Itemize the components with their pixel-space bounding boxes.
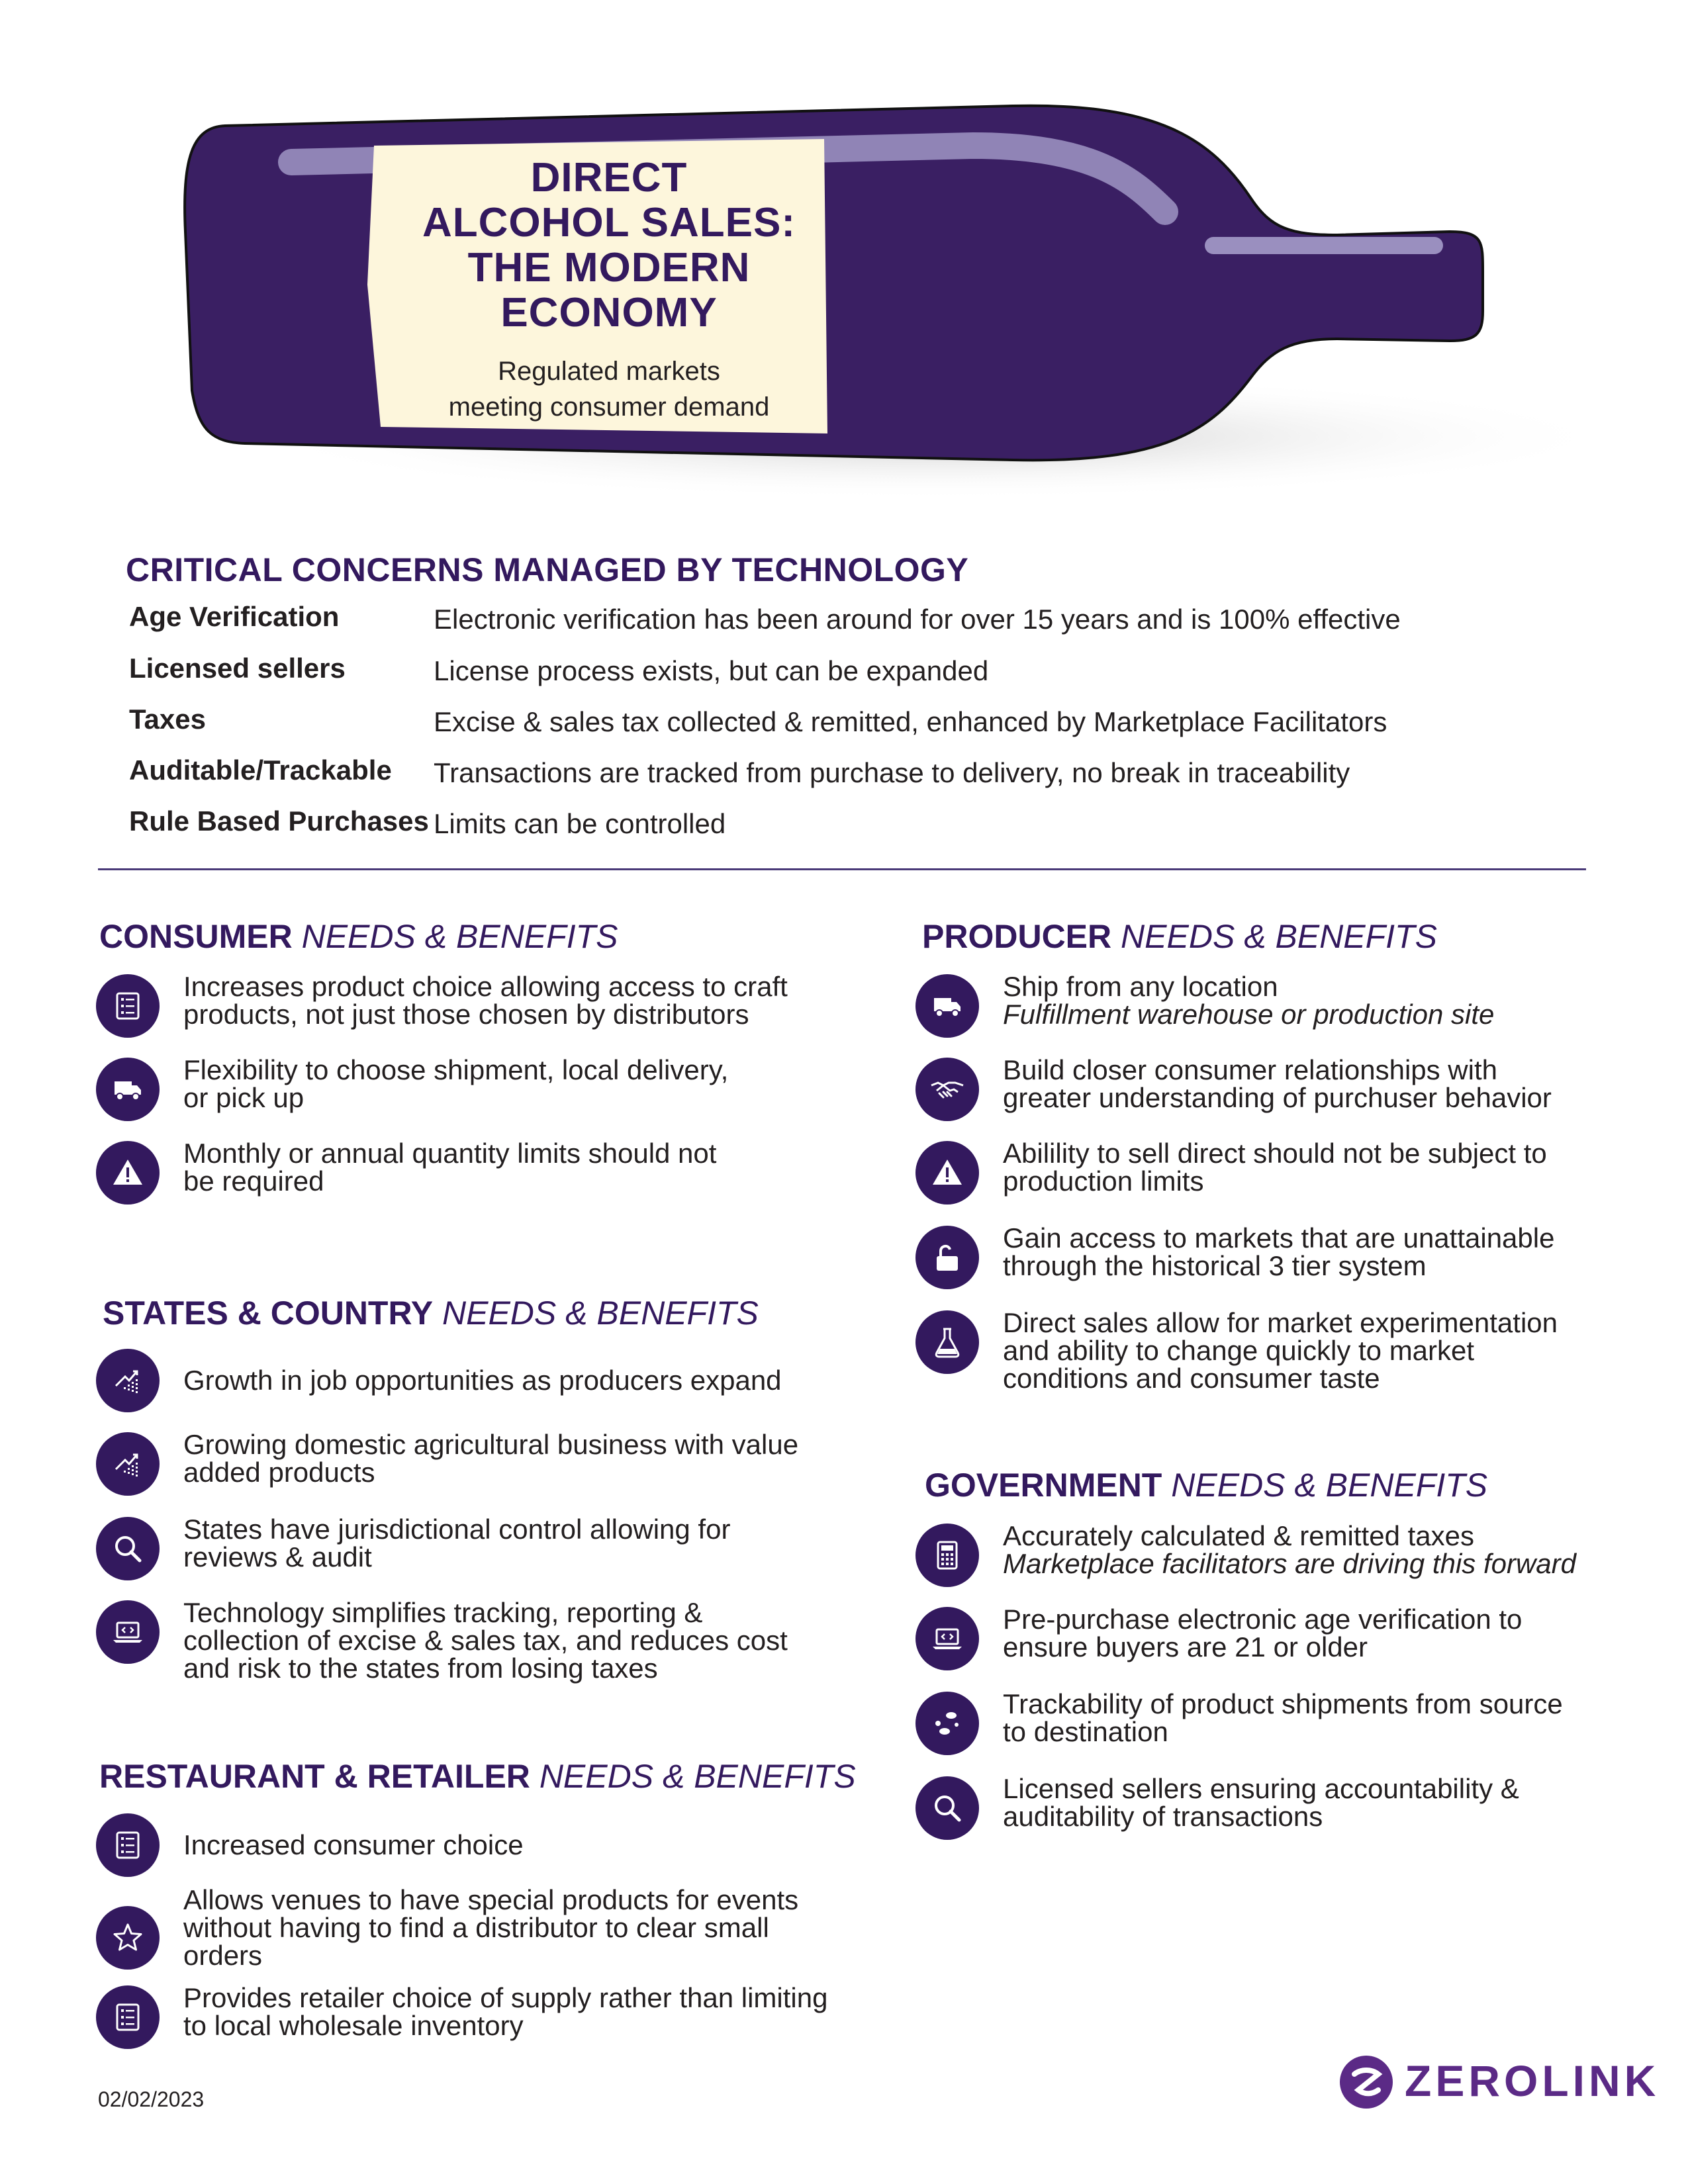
item-line: without having to find a distributor to clear small bbox=[183, 1912, 769, 1943]
heading-light: NEEDS & BENEFITS bbox=[539, 1758, 856, 1795]
title-line: ALCOHOL SALES: bbox=[422, 200, 796, 246]
heading-strong: GOVERNMENT bbox=[925, 1467, 1162, 1504]
truck-icon bbox=[915, 974, 979, 1038]
concern-desc: License process exists, but can be expanded bbox=[434, 655, 989, 686]
flask-icon bbox=[915, 1310, 979, 1374]
item-line-italic: Marketplace facilitators are driving this forward bbox=[1003, 1548, 1577, 1579]
item-line: conditions and consumer taste bbox=[1003, 1363, 1380, 1394]
bottle-label-subtitle bbox=[397, 353, 821, 425]
laptop-icon bbox=[915, 1607, 979, 1670]
concern-term: Licensed sellers bbox=[129, 653, 346, 684]
concern-desc: Transactions are tracked from purchase to delivery, no break in traceability bbox=[434, 757, 1350, 788]
item-line: collection of excise & sales tax, and reduces cost bbox=[183, 1625, 788, 1656]
item-line: and risk to the states from losing taxes bbox=[183, 1653, 658, 1684]
heading-light: NEEDS & BENEFITS bbox=[1171, 1467, 1488, 1504]
item-text bbox=[1003, 1224, 1554, 1280]
item-line: Monthly or annual quantity limits should not bbox=[183, 1138, 717, 1169]
truck-icon bbox=[96, 1058, 160, 1121]
heading-strong: STATES & COUNTRY bbox=[103, 1295, 434, 1332]
warning-icon bbox=[96, 1141, 160, 1205]
title-line: THE MODERN bbox=[467, 245, 751, 291]
subtitle-line: Regulated markets bbox=[498, 357, 720, 386]
item-line: Increases product choice allowing access to craft bbox=[183, 971, 788, 1002]
wine-bottle-illustration bbox=[152, 99, 1595, 510]
unlock-icon bbox=[915, 1226, 979, 1289]
title-line: ECONOMY bbox=[500, 290, 718, 336]
item-line: Accurately calculated & remitted taxes bbox=[1003, 1520, 1474, 1551]
concern-row bbox=[129, 805, 1519, 852]
item-line: auditability of transactions bbox=[1003, 1801, 1323, 1832]
item-line: production limits bbox=[1003, 1165, 1204, 1197]
item-line: Growing domestic agricultural business with value bbox=[183, 1429, 799, 1460]
concern-term: Taxes bbox=[129, 704, 206, 735]
item-text bbox=[183, 1431, 798, 1486]
zerolink-logo-icon bbox=[1338, 2054, 1394, 2110]
states-heading bbox=[103, 1294, 759, 1332]
item-text bbox=[183, 1140, 716, 1195]
item-line: Technology simplifies tracking, reporting & bbox=[183, 1597, 703, 1628]
concern-term: Auditable/Trackable bbox=[129, 754, 392, 786]
warning-icon bbox=[915, 1141, 979, 1205]
item-line: Pre-purchase electronic age verification to bbox=[1003, 1604, 1523, 1635]
item-line: Provides retailer choice of supply rather than limiting bbox=[183, 1982, 828, 2013]
item-text bbox=[1003, 1775, 1519, 1831]
search-icon bbox=[915, 1776, 979, 1840]
item-line: Ship from any location bbox=[1003, 971, 1278, 1002]
item-line-italic: Fulfillment warehouse or production site bbox=[1003, 999, 1495, 1030]
item-text bbox=[1003, 1140, 1547, 1195]
list-icon bbox=[96, 974, 160, 1038]
item-text bbox=[183, 1831, 524, 1859]
item-line: be required bbox=[183, 1165, 324, 1197]
handshake-icon bbox=[915, 1058, 979, 1121]
item-line: to local wholesale inventory bbox=[183, 2010, 524, 2041]
item-line: Gain access to markets that are unattainable bbox=[1003, 1222, 1555, 1253]
concern-desc: Electronic verification has been around for over 15 years and is 100% effective bbox=[434, 604, 1401, 635]
subtitle-line: meeting consumer demand bbox=[448, 392, 770, 422]
item-line: Licensed sellers ensuring accountability & bbox=[1003, 1773, 1519, 1804]
route-icon bbox=[915, 1692, 979, 1755]
concern-row bbox=[129, 704, 1519, 750]
item-line: States have jurisdictional control allowing for bbox=[183, 1514, 731, 1545]
item-text bbox=[183, 1367, 782, 1394]
item-text bbox=[1003, 1522, 1576, 1578]
heading-strong: CONSUMER bbox=[99, 918, 293, 955]
item-text bbox=[183, 1984, 827, 2040]
item-text bbox=[1003, 1690, 1563, 1746]
title-line: DIRECT bbox=[530, 155, 688, 201]
item-line: products, not just those chosen by distributors bbox=[183, 999, 749, 1030]
critical-concerns-heading: CRITICAL CONCERNS MANAGED BY TECHNOLOGY bbox=[126, 551, 969, 588]
logo-text: ZEROLINK bbox=[1405, 2056, 1660, 2105]
heading-light: NEEDS & BENEFITS bbox=[1121, 918, 1437, 955]
section-divider bbox=[98, 868, 1586, 870]
bottle-icon bbox=[152, 99, 1595, 510]
growth-icon bbox=[96, 1432, 160, 1496]
item-line: or pick up bbox=[183, 1082, 305, 1113]
growth-icon bbox=[96, 1349, 160, 1412]
laptop-icon bbox=[96, 1600, 160, 1664]
concern-term: Age Verification bbox=[129, 601, 340, 632]
item-line: Build closer consumer relationships with bbox=[1003, 1054, 1497, 1085]
item-text bbox=[1003, 973, 1494, 1028]
item-line: to destination bbox=[1003, 1716, 1168, 1747]
item-text bbox=[1003, 1606, 1522, 1661]
item-text bbox=[183, 973, 788, 1028]
item-line: Direct sales allow for market experimentation bbox=[1003, 1307, 1558, 1338]
concern-row bbox=[129, 601, 1519, 647]
bottle-label-title bbox=[371, 156, 847, 336]
heading-strong: PRODUCER bbox=[922, 918, 1112, 955]
search-icon bbox=[96, 1517, 160, 1580]
item-line: reviews & audit bbox=[183, 1541, 372, 1572]
concern-desc: Excise & sales tax collected & remitted, enhanced by Marketplace Facilitators bbox=[434, 706, 1387, 737]
calculator-icon bbox=[915, 1524, 979, 1587]
item-line: Trackability of product shipments from source bbox=[1003, 1688, 1563, 1719]
item-line: greater understanding of purchuser behavior bbox=[1003, 1082, 1552, 1113]
list-icon bbox=[96, 1985, 160, 2049]
heading-light: NEEDS & BENEFITS bbox=[301, 918, 618, 955]
item-text bbox=[183, 1886, 798, 1970]
item-line: ensure buyers are 21 or older bbox=[1003, 1631, 1368, 1662]
heading-strong: RESTAURANT & RETAILER bbox=[99, 1758, 530, 1795]
item-line: added products bbox=[183, 1457, 375, 1488]
item-line: Growth in job opportunities as producers expand bbox=[183, 1365, 782, 1396]
item-line: Increased consumer choice bbox=[183, 1829, 524, 1860]
restaurant-heading bbox=[99, 1757, 856, 1796]
concern-row bbox=[129, 754, 1519, 801]
item-text bbox=[183, 1516, 730, 1571]
concern-row bbox=[129, 653, 1519, 699]
item-text bbox=[1003, 1309, 1558, 1392]
zerolink-logo bbox=[1338, 2052, 1660, 2118]
item-line: and ability to change quickly to market bbox=[1003, 1335, 1475, 1366]
government-heading bbox=[925, 1466, 1487, 1504]
item-text bbox=[1003, 1056, 1552, 1112]
item-line: orders bbox=[183, 1940, 263, 1971]
consumer-heading bbox=[99, 917, 618, 956]
item-text bbox=[183, 1599, 788, 1682]
item-line: through the historical 3 tier system bbox=[1003, 1250, 1427, 1281]
heading-light: NEEDS & BENEFITS bbox=[442, 1295, 759, 1332]
item-line: Flexibility to choose shipment, local delivery, bbox=[183, 1054, 729, 1085]
item-line: Allows venues to have special products for events bbox=[183, 1884, 799, 1915]
concern-desc: Limits can be controlled bbox=[434, 808, 726, 839]
footer-date: 02/02/2023 bbox=[98, 2087, 205, 2111]
list-icon bbox=[96, 1813, 160, 1877]
concern-term: Rule Based Purchases bbox=[129, 805, 429, 837]
item-line: Abilility to sell direct should not be subject to bbox=[1003, 1138, 1547, 1169]
star-icon bbox=[96, 1906, 160, 1970]
item-text bbox=[183, 1056, 728, 1112]
producer-heading bbox=[922, 917, 1437, 956]
